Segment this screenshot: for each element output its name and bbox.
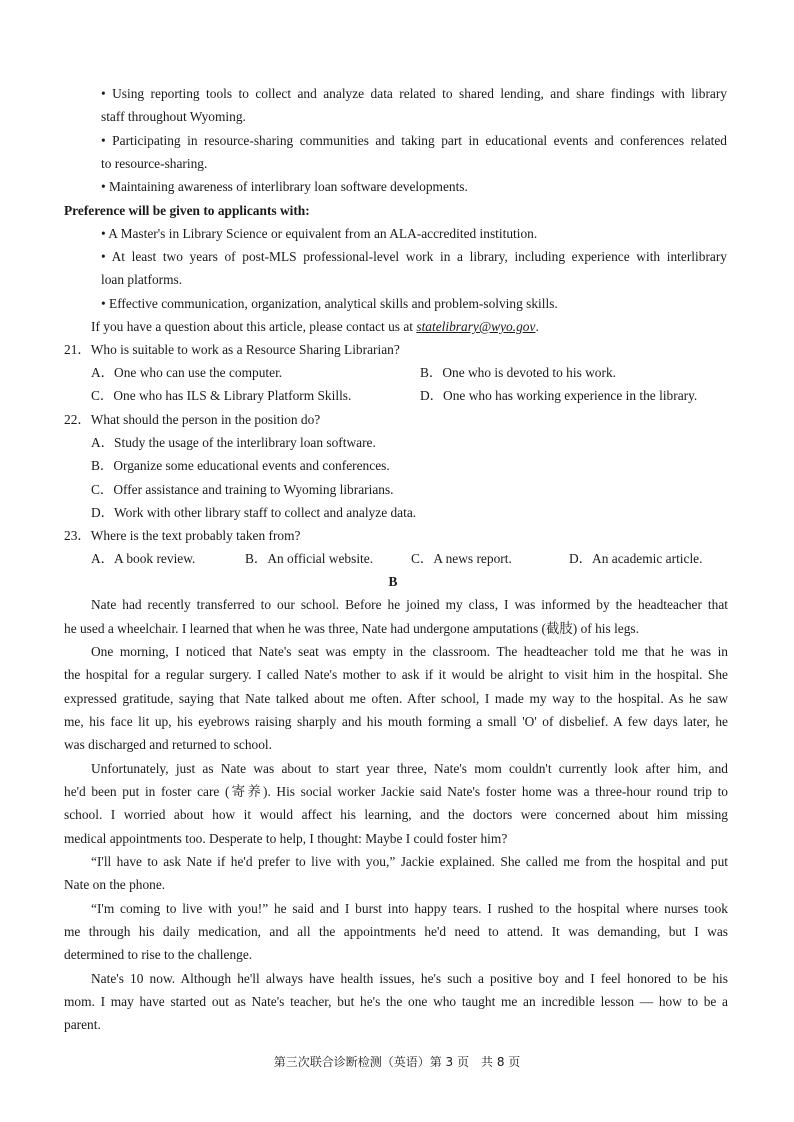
section-b-heading: B (388, 574, 398, 589)
question-21-stem: 21．Who is suitable to work as a Resource Sharing Librarian? (64, 342, 400, 357)
passage-line: me, his face lit up, his eyebrows raising sharply and his mouth forming a small 'O' of disbelief. A few days later, he (64, 714, 728, 729)
bullet-communities-line1: • Participating in resource-sharing communities and taking part in educational events and conferences related (101, 133, 727, 148)
passage-line: expressed gratitude, saying that Nate talked about me often. After school, I made my way to the hospital. As he saw (64, 691, 728, 706)
preference-heading: Preference will be given to applicants with: (64, 203, 310, 218)
passage-line: One morning, I noticed that Nate's seat was empty in the classroom. The headteacher told me that he was in (91, 644, 728, 659)
passage-line: he used a wheelchair. I learned that when he was three, Nate had undergone amputations (截肢) of his legs. (64, 621, 639, 636)
bullet-reporting-line2: staff throughout Wyoming. (101, 109, 246, 124)
passage-line: “I'll have to ask Nate if he'd prefer to live with you,” Jackie explained. She called me from the hospital and put (91, 854, 728, 869)
question-22-stem: 22．What should the person in the position do? (64, 412, 321, 427)
question-21-option-c: C．One who has ILS & Library Platform Skills. (91, 388, 352, 403)
passage-line: school. I worried about how it would affect his learning, and the doctors were concerned about him missing (64, 807, 728, 822)
passage-line: parent. (64, 1017, 101, 1032)
question-22-option-c: C．Offer assistance and training to Wyoming librarians. (91, 482, 394, 497)
question-23-option-c: C．A news report. (411, 551, 512, 566)
question-22-option-a: A．Study the usage of the interlibrary loan software. (91, 435, 376, 450)
passage-line: Nate's 10 now. Although he'll always have health issues, he's such a positive boy and I feel honored to be his (91, 971, 728, 986)
preference-skills: • Effective communication, organization, analytical skills and problem-solving skills. (101, 296, 558, 311)
contact-end: . (535, 319, 539, 334)
passage-line: mom. I may have started out as Nate's teacher, but he's the one who taught me an incredible lesson — how to be a (64, 994, 728, 1009)
question-23-option-d: D．An academic article. (569, 551, 703, 566)
page-footer: 第三次联合诊断检测（英语）第 3 页 共 8 页 (273, 1055, 521, 1069)
passage-line: me through his daily medication, and all the appointments he'd need to attend. It was demanding, but I was (64, 924, 728, 939)
contact-text: If you have a question about this article, please contact us at (91, 319, 414, 334)
bullet-reporting-line1: • Using reporting tools to collect and analyze data related to shared lending, and share findings with library (101, 86, 727, 101)
question-22-option-b: B．Organize some educational events and conferences. (91, 458, 390, 473)
bullet-awareness: • Maintaining awareness of interlibrary loan software developments. (101, 179, 468, 194)
passage-line: Nate had recently transferred to our school. Before he joined my class, I was informed by the headteacher that (91, 597, 728, 612)
question-23-option-a: A．A book review. (91, 551, 196, 566)
question-21-option-d: D．One who has working experience in the library. (420, 388, 698, 403)
passage-line: the hospital for a regular surgery. I called Nate's mother to ask if it would be alright to visit him in the hospital. She (64, 667, 728, 682)
bullet-communities-line2: to resource-sharing. (101, 156, 208, 171)
preference-experience-line1: • At least two years of post-MLS professional-level work in a library, including experience with interlibrary (101, 249, 727, 264)
passage-line: Unfortunately, just as Nate was about to start year three, Nate's mom couldn't currently look after him, and (91, 761, 728, 776)
passage-line: determined to rise to the challenge. (64, 947, 253, 962)
passage-line: was discharged and returned to school. (64, 737, 272, 752)
contact-email-link[interactable]: statelibrary@wyo.gov (416, 319, 536, 334)
question-23-option-b: B．An official website. (245, 551, 374, 566)
preference-experience-line2: loan platforms. (101, 272, 183, 287)
question-21-option-b: B．One who is devoted to his work. (420, 365, 617, 380)
question-23-stem: 23．Where is the text probably taken from? (64, 528, 301, 543)
passage-line: medical appointments too. Desperate to help, I thought: Maybe I could foster him? (64, 831, 508, 846)
passage-line: Nate on the phone. (64, 877, 166, 892)
contact-line (91, 318, 539, 336)
passage-line: “I'm coming to live with you!” he said and I burst into happy tears. I rushed to the hospital where nurses took (91, 901, 728, 916)
question-22-option-d: D．Work with other library staff to collect and analyze data. (91, 505, 417, 520)
preference-masters: • A Master's in Library Science or equivalent from an ALA-accredited institution. (101, 226, 538, 241)
question-21-option-a: A．One who can use the computer. (91, 365, 283, 380)
passage-line: he'd been put in foster care (寄养). His social worker Jackie said Nate's foster home was a three-hour round trip to (64, 784, 728, 799)
